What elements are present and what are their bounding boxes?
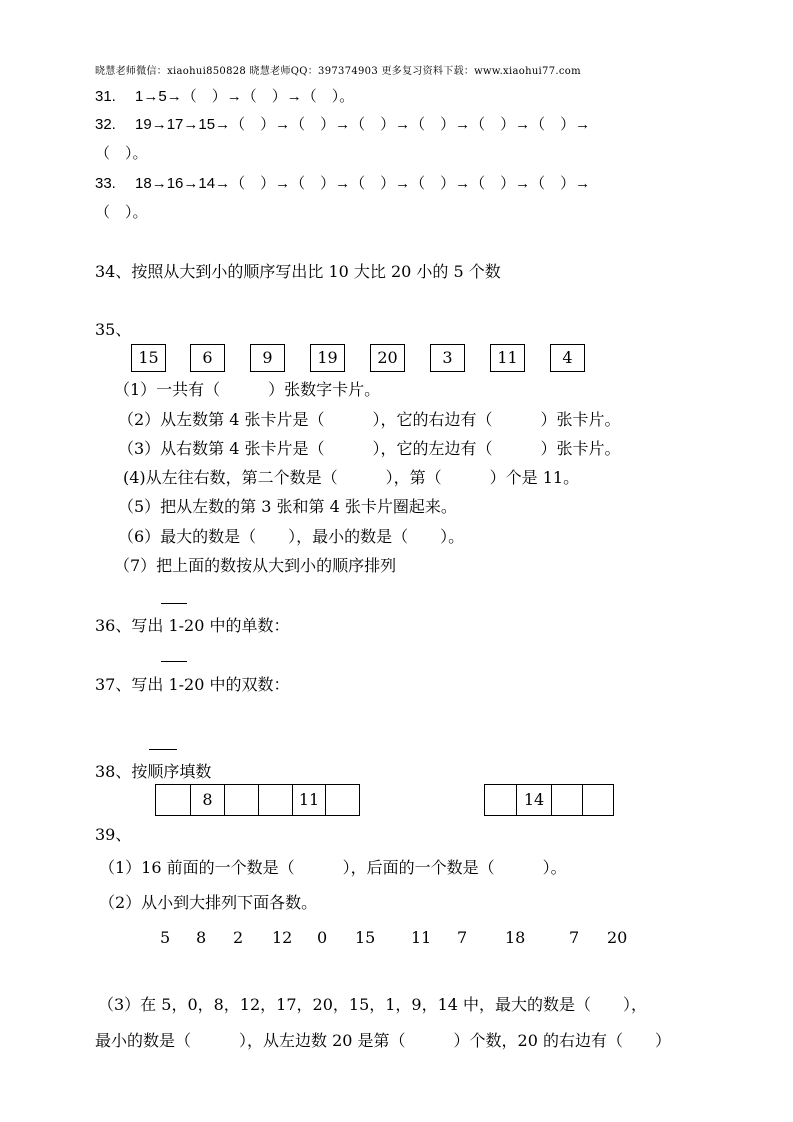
answer-line — [161, 603, 187, 604]
number-card: 20 — [370, 344, 405, 372]
question-35-item-3: （3）从右数第 4 张卡片是（ ），它的左边有（ ）张卡片。 — [118, 439, 621, 458]
sequence-grid-1 — [155, 784, 360, 816]
number-card: 11 — [490, 344, 525, 372]
grid-cell[interactable] — [326, 785, 359, 815]
question-35-item-2: （2）从左数第 4 张卡片是（ ），它的右边有（ ）张卡片。 — [118, 410, 621, 429]
number-list-item: 20 — [607, 928, 628, 947]
question-33-line1: 33. 18→16→14→（ ）→（ ）→（ ）→（ ）→（ ）→（ ）→ — [95, 175, 591, 192]
number-card: 19 — [310, 344, 345, 372]
question-35-item-4: (4)从左往右数，第二个数是（ ），第（ ）个是 11。 — [123, 468, 580, 487]
grid-cell[interactable] — [259, 785, 293, 815]
number-card: 3 — [430, 344, 465, 372]
number-list-item: 11 — [411, 928, 432, 947]
number-list-item: 5 — [160, 928, 171, 947]
number-card: 4 — [550, 344, 585, 372]
question-39-item-3-line2: 最小的数是（ ），从左边数 20 是第（ ）个数，20 的右边有（ ） — [95, 1031, 671, 1050]
question-35-item-1: （1）一共有（ ）张数字卡片。 — [114, 380, 381, 399]
question-33-line2: （ ）。 — [95, 204, 148, 221]
number-list-item: 7 — [457, 928, 468, 947]
question-36: 36、写出 1-20 中的单数： — [95, 616, 290, 635]
grid-cell[interactable] — [485, 785, 517, 815]
question-35-title: 35、 — [95, 320, 132, 339]
question-32-line2: （ ）。 — [95, 145, 148, 162]
question-39-title: 39、 — [95, 825, 132, 844]
question-34: 34、按照从大到小的顺序写出比 10 大比 20 小的 5 个数 — [95, 262, 501, 281]
page-header: 晓慧老师微信：xiaohui850828 晓慧老师QQ：397374903 更多复习资料下载：www.xiaohui77.com — [95, 66, 581, 77]
grid-cell[interactable] — [552, 785, 583, 815]
question-38-title: 38、按顺序填数 — [95, 762, 212, 781]
grid-cell[interactable] — [156, 785, 191, 815]
number-card: 15 — [131, 344, 166, 372]
grid-cell[interactable] — [225, 785, 259, 815]
question-37: 37、写出 1-20 中的双数： — [95, 675, 290, 694]
number-list-item: 7 — [569, 928, 580, 947]
number-list-item: 0 — [317, 928, 328, 947]
answer-line — [149, 749, 177, 750]
grid-cell: 8 — [191, 785, 226, 815]
number-list-item: 15 — [355, 928, 376, 947]
number-card: 6 — [190, 344, 225, 372]
question-39-item-3-line1: （3）在 5，0，8，12，17，20，15，1，9，14 中，最大的数是（ ）， — [98, 995, 648, 1014]
number-card: 9 — [250, 344, 285, 372]
number-list-item: 2 — [233, 928, 244, 947]
answer-line — [161, 661, 187, 662]
sequence-grid-2 — [484, 784, 614, 816]
question-39-item-2: （2）从小到大排列下面各数。 — [99, 893, 318, 912]
question-35-item-5: （5）把从左数的第 3 张和第 4 张卡片圈起来。 — [118, 497, 457, 516]
grid-cell: 11 — [293, 785, 327, 815]
number-list-item: 12 — [272, 928, 293, 947]
question-39-item-1: （1）16 前面的一个数是（ ），后面的一个数是（ ）。 — [99, 858, 567, 877]
grid-cell[interactable] — [583, 785, 613, 815]
question-35-item-6: （6）最大的数是（ ），最小的数是（ ）。 — [118, 527, 465, 546]
question-35-item-7: （7）把上面的数按从大到小的顺序排列 — [114, 556, 397, 575]
question-31: 31. 1→5→（ ）→（ ）→（ ）。 — [95, 88, 355, 105]
question-32-line1: 32. 19→17→15→（ ）→（ ）→（ ）→（ ）→（ ）→（ ）→ — [95, 116, 591, 133]
grid-cell: 14 — [517, 785, 552, 815]
number-list-item: 8 — [196, 928, 207, 947]
number-list-item: 18 — [505, 928, 526, 947]
